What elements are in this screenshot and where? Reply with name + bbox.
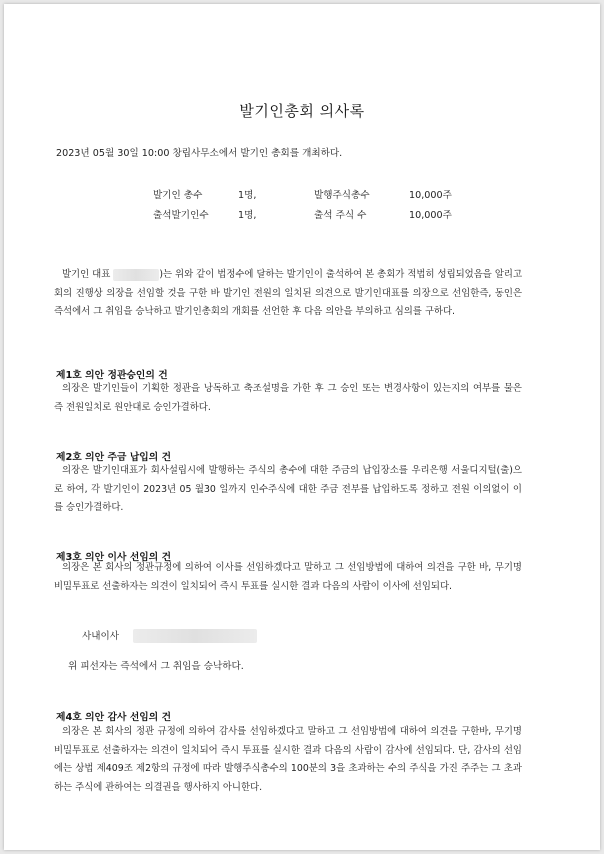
agenda-2-heading: 제2호 의안 주금 납입의 건: [56, 452, 172, 463]
agenda-4-heading: 제4호 의안 감사 선임의 건: [56, 712, 172, 723]
opening-paragraph: [54, 266, 522, 322]
agenda-1-heading: 제1호 의안 정관승인의 건: [56, 370, 168, 381]
opening-prefix: 발기인 대표: [62, 269, 111, 280]
promoters-total-label: 발기인 총수: [153, 190, 203, 201]
opening-text: )는 위와 같이 법정수에 달하는 발기인이 출석하여 본 총회가 적법히 성립되었음을 알리고 회의 진행상 의장을 선임할 것을 구한 바 발기인 전원의 일치된 의견으로 발기인대표를 의장으로 선임한즉, 동인은 즉석에서 그 취임을 승낙하고 발기인총회의 개회를 선언한 후 다음 의안을 부의하고 심의를 구하다.: [54, 269, 523, 318]
meeting-intro: 2023년 05월 30일 10:00 창립사무소에서 발기인 총회를 개최하다.: [56, 148, 343, 159]
agenda-4-body: 의장은 본 회사의 정관 규정에 의하여 감사를 선임하겠다고 말하고 그 선임방법에 대하여 의견을 구한바, 무기명 비밀투표로 선출하자는 의견이 일치되어 즉시 투표를 실시한 결과 다음의 사람이 감사에 선임되다. 단, 감사의 선임에는 상법 제409조 제2항의 규정에 따라 발행주식총수의 100분의 3을 초과하는 수의 주식을 가진 주주는 그 초과하는 주식에 관하여는 의결권을 행사하지 아니한다.: [54, 726, 522, 793]
document-page: [4, 4, 600, 850]
redacted-director-name: [133, 629, 257, 643]
director-acceptance: 위 피선자는 즉석에서 그 취임을 승낙하다.: [68, 661, 244, 672]
issued-shares-label: 발행주식총수: [314, 190, 370, 201]
agenda-1-body: 의장은 발기인들이 기획한 정관을 낭독하고 축조설명을 가한 후 그 승인 또는 변경사항이 있는지의 여부를 물은 즉 전원일치로 원안대로 승인가결하다.: [54, 383, 522, 413]
attending-promoters-value: 1명,: [238, 210, 257, 221]
agenda-2-body: 의장은 발기인대표가 회사설립시에 발행하는 주식의 총수에 대한 주금의 납입장소를 우리은행 서울디지털(출)으로 하여, 각 발기인이 2023년 05 월30 일까지 인수주식에 대한 주금 전부를 납입하도록 정하고 전원 이의없이 이를 승인가결하다.: [54, 465, 522, 514]
promoters-total-value: 1명,: [238, 190, 257, 201]
document-title: 발기인총회 의사록: [239, 102, 365, 120]
attending-shares-label: 출석 주식 수: [314, 210, 367, 221]
redacted-representative-name: [113, 269, 159, 281]
issued-shares-value: 10,000주: [409, 190, 452, 201]
agenda-3-body: 의장은 본 회사의 정관규정에 의하여 이사를 선임하겠다고 말하고 그 선임방법에 대하여 의견을 구한 바, 무기명 비밀투표로 선출하자는 의견이 일치되어 즉시 투표를 실시한 결과 다음의 사람이 이사에 선임되다.: [54, 562, 522, 592]
attending-promoters-label: 출석발기인수: [153, 210, 209, 221]
agenda-3-heading: 제3호 의안 이사 선임의 건: [56, 552, 172, 563]
attending-shares-value: 10,000주: [409, 210, 452, 221]
director-row: [82, 628, 257, 643]
director-label: 사내이사: [82, 631, 120, 642]
